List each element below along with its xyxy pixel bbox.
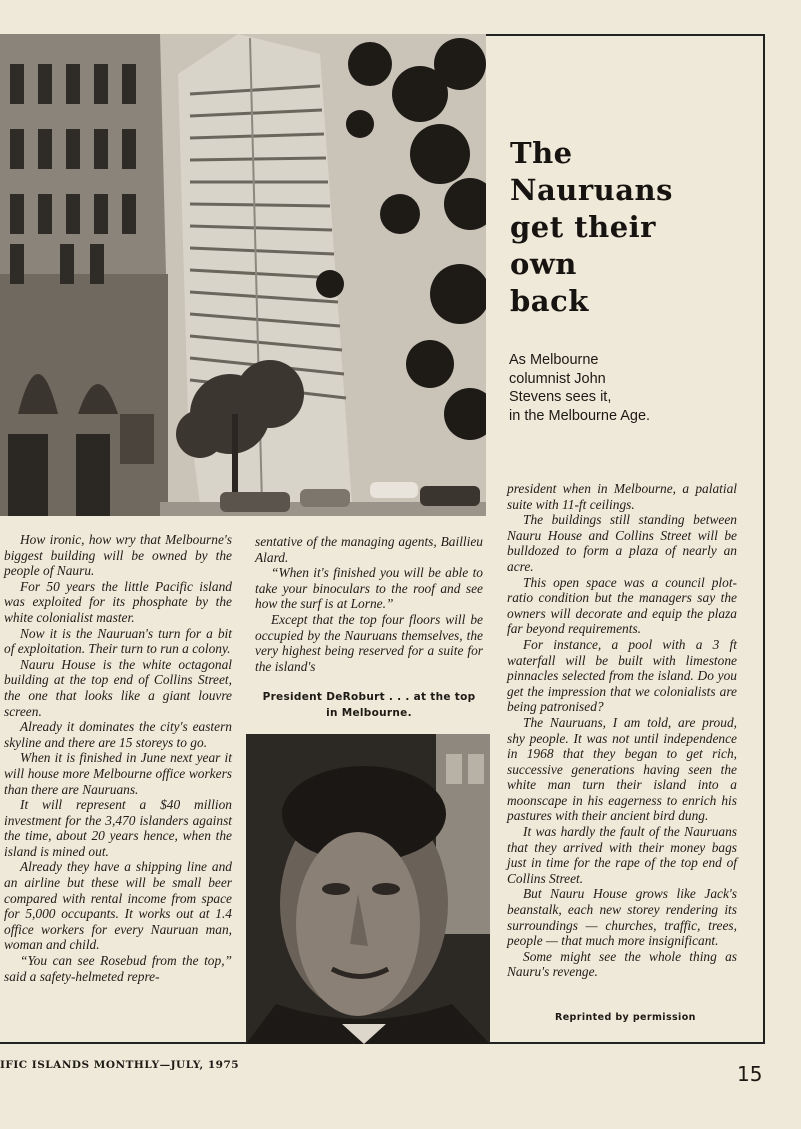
headline-line: Nauruans (510, 173, 673, 207)
headline-line: own (510, 247, 577, 281)
headline-line: get their (510, 210, 656, 244)
photo-caption (255, 689, 483, 721)
caption-line: in Melbourne. (326, 707, 412, 719)
standfirst (509, 351, 749, 425)
reprint-credit: Reprinted by permission (555, 1012, 696, 1023)
paragraph: “You can see Rosebud from the top,” said a safety-helmeted repre- (4, 953, 232, 984)
paragraph: But Nauru House grows like Jack's beanstalk, each new storey rendering its surroundings — churches, traffic, trees, people — that much more insignificant. (507, 886, 737, 949)
title-panel-right-rule (763, 34, 765, 1044)
paragraph: “When it's finished you will be able to take your binoculars to the roof and see how the surf is at Lorne.” (255, 565, 483, 612)
paragraph: sentative of the managing agents, Baillieu Alard. (255, 534, 483, 565)
standfirst-line: columnist John (509, 370, 606, 387)
article-column-3 (507, 481, 737, 980)
paragraph: Nauru House is the white octagonal building at the top end of Collins Street, the one that looks like a giant louvre screen. (4, 656, 232, 719)
nauru-house-photo (0, 34, 486, 516)
paragraph: Now it is the Nauruan's turn for a bit of exploitation. Their turn to run a colony. (4, 625, 232, 657)
paragraph: Some might see the whole thing as Nauru's revenge. (507, 948, 737, 980)
paragraph: How ironic, how wry that Melbourne's biggest building will be owned by the people of Nauru. (4, 532, 232, 579)
standfirst-line: As Melbourne (509, 352, 599, 368)
headline (510, 135, 750, 320)
paragraph: It will represent a $40 million investment for the 3,470 islanders against the time, about 20 years hence, when the island is mined out. (4, 797, 232, 859)
paragraph: It was hardly the fault of the Nauruans that they arrived with their money bags just in time for the rape of the top end of Collins Street. (507, 824, 737, 886)
standfirst-line: in the Melbourne Age. (509, 407, 651, 424)
title-panel-top-rule (486, 34, 765, 36)
standfirst-line: Stevens sees it, (509, 389, 612, 405)
paragraph: Except that the top four floors will be occupied by the Nauruans themselves, the very highest being reserved for a suite for the island's (255, 611, 483, 674)
page-number: 15 (737, 1062, 763, 1086)
headline-line: The (510, 136, 573, 170)
running-footer: IFIC ISLANDS MONTHLY—JULY, 1975 (0, 1059, 240, 1071)
article-column-1 (4, 532, 232, 984)
paragraph: The buildings still standing between Nauru House and Collins Street will be bulldozed to form a plaza of nearly an acre. (507, 512, 737, 574)
article-column-2 (255, 534, 483, 674)
paragraph: The Nauruans, I am told, are proud, shy people. It was not until independence in 1968 that they began to get rich, successive generations having seen the white man turn their island into a moonscape in his eagerness to enrich his pastures with their ancient bird dung. (507, 714, 737, 824)
paragraph: president when in Melbourne, a palatial suite with 11-ft ceilings. (507, 481, 737, 512)
paragraph: For 50 years the little Pacific island was exploited for its phosphate by the white colonialist master. (4, 578, 232, 625)
president-deroburt-portrait (246, 734, 490, 1044)
paragraph: When it is finished in June next year it will house more Melbourne office workers than there are Nauruans. (4, 750, 232, 797)
headline-line: back (510, 284, 589, 318)
caption-line: President DeRoburt . . . at the top (262, 691, 476, 703)
paragraph: Already it dominates the city's eastern skyline and there are 15 storeys to go. (4, 719, 232, 750)
paragraph: Already they have a shipping line and an airline but these will be small beer compared with rental income from space for 5,000 occupants. It works out at 1.4 office workers for every Nauruan man, woman and child. (4, 859, 232, 953)
paragraph: For instance, a pool with a 3 ft waterfall will be built with limestone pinnacles selected from the island. Do you get the impression that we colonialists are being patronised? (507, 636, 737, 715)
paragraph: This open space was a council plot-ratio condition but the managers say the owners will decorate and equip the plaza far beyond requirements. (507, 574, 737, 637)
